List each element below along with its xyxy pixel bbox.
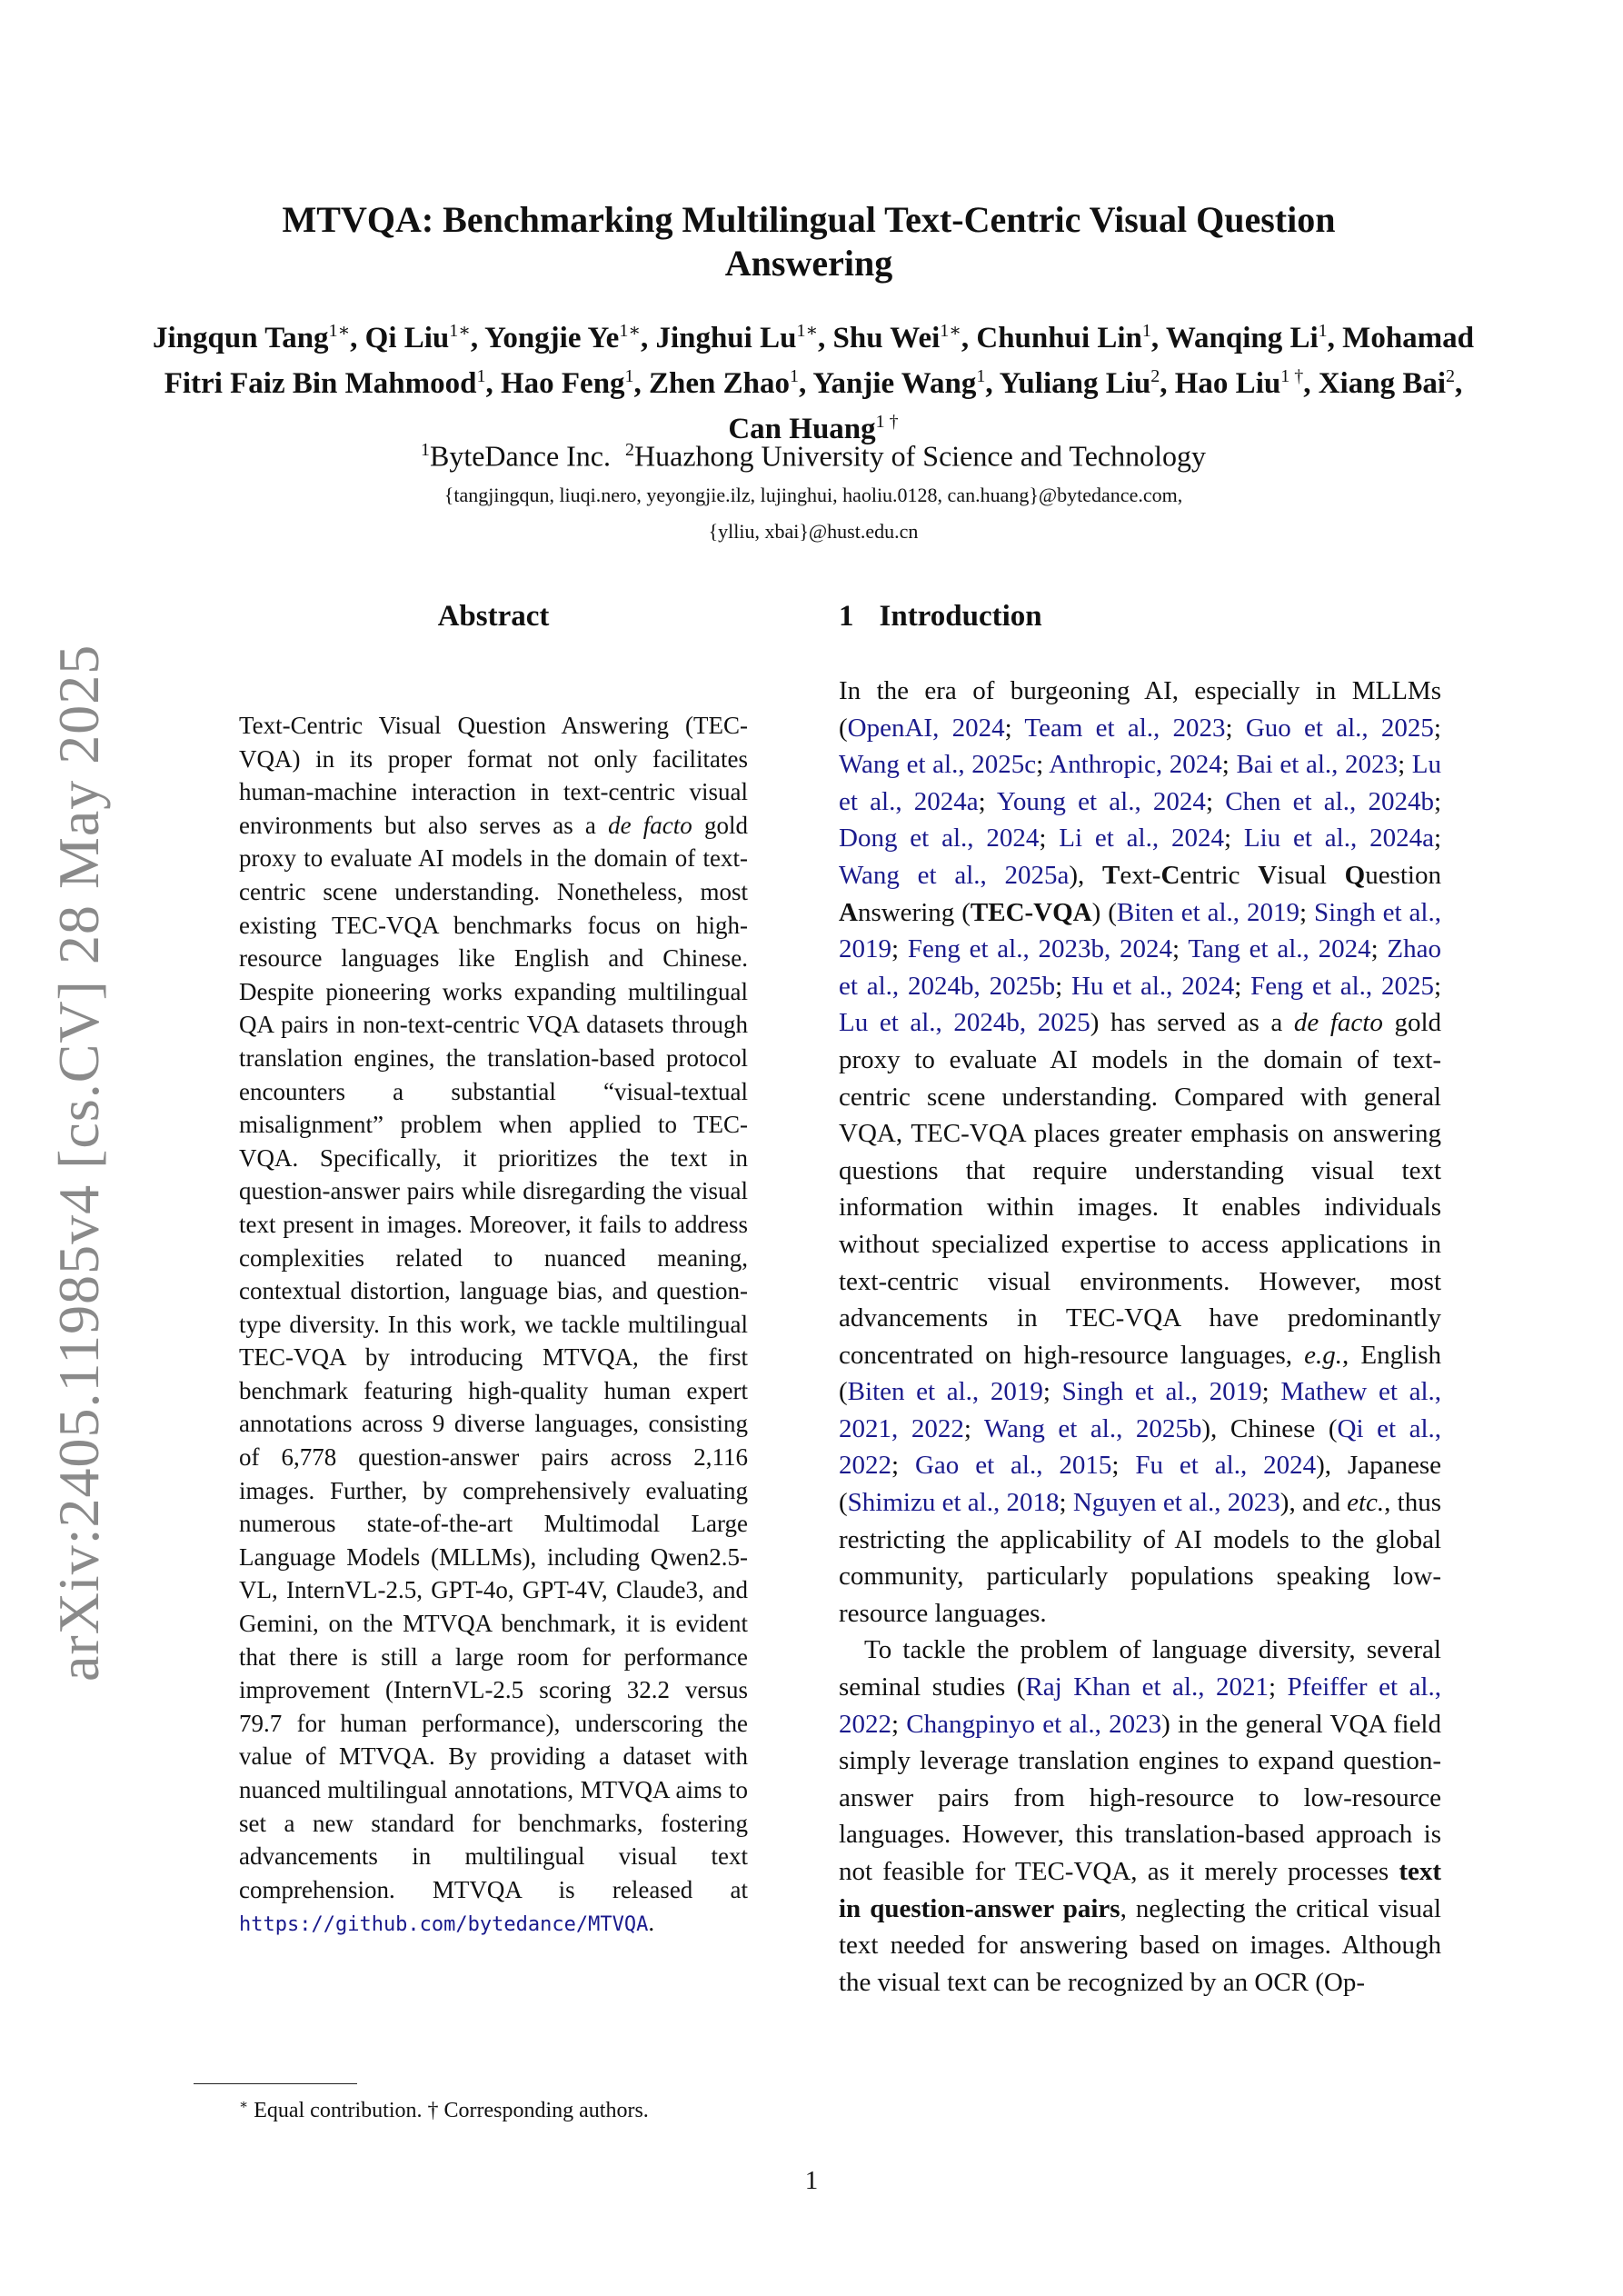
affiliation-name: Huazhong University of Science and Technology xyxy=(634,439,1206,473)
section-number: 1 xyxy=(839,600,854,633)
author-affiliation-mark: 1 † xyxy=(1280,366,1304,386)
author-list: Jingqun Tang$^{1∗}$, Qi Liu$^{1∗}$, Yongjie $Ye^{1∗}$, Jinghui $Lu^{1∗}$, Shu Wei$^{1∗}$, Chunhui Lin$^1$, Wanqing Li$^1$, Mohamad Fitri Faiz Bin Mahmood$^1$, Hao Feng$^1$, Zhen Zhao$^1$, Yanjie Wang$^1$, Yuliang Liu$^2$, Hao Liu$^{1 \dagger}$, Xiang Bai$^2$, Can Huang$^{1 \dagger}$ xyxy=(152,321,1475,445)
abstract-end: . xyxy=(648,1909,655,1937)
citation-link[interactable]: Biten et al., 2019 xyxy=(1116,897,1299,927)
author-name: Wanqing Li xyxy=(1165,322,1319,354)
affiliation-mark: 2 xyxy=(625,440,634,460)
italic-text: de facto xyxy=(1293,1008,1383,1038)
citation-link[interactable]: Pfeiffer et al., 2022 xyxy=(839,1672,1441,1739)
citation-link[interactable]: Zhao et al., 2024b, 2025b xyxy=(839,934,1441,1001)
citation-link[interactable]: Biten et al., 2019 xyxy=(847,1377,1043,1407)
citation-link[interactable]: Feng et al., 2025 xyxy=(1250,971,1434,1001)
citation-link[interactable]: Feng et al., 2023b, 2024 xyxy=(907,934,1173,964)
citation-link[interactable]: Young et al., 2024 xyxy=(996,786,1206,816)
bold-text: V xyxy=(1258,860,1278,890)
author-name: Shu Wei xyxy=(832,322,941,354)
arxiv-identifier-stamp: arXiv:2405.11985v4 [cs.CV] 28 May 2025 xyxy=(46,644,111,1682)
abstract-text-part-1: Text-Centric Visual Question Answering (TEC-VQA) in its proper format not only facilitates human-machine interaction in text-centric visual environments but also serves as a xyxy=(239,712,748,839)
author-affiliation-mark: 2 xyxy=(1150,366,1160,386)
author-name: Chunhui Lin xyxy=(976,322,1142,354)
citation-link[interactable]: Team et al., 2023 xyxy=(1024,713,1226,743)
intro-paragraph-2: To tackle the problem of language diversity, several seminal studies (Raj Khan et al., 2021; Pfeiffer et al., 2022; Changpinyo et al., 2023) in the general VQA field simply leverage translation engines to expand question-answer pairs from high-resource to low-resource languages. However, this translation-based approach is not feasible for TEC-VQA, as it merely processes text in question-answer pairs, neglecting the critical visual text needed for answering based on images. Although the visual text can be recognized by an OCR (Op- xyxy=(839,1635,1441,1997)
author-name: Can Huang xyxy=(728,413,876,445)
author-name: Xiang Bai xyxy=(1318,367,1447,400)
author-name: Qi Liu xyxy=(364,322,450,354)
citation-link[interactable]: OpenAI, 2024 xyxy=(847,713,1005,743)
section-title: Introduction xyxy=(879,600,1042,633)
author-name: Yongjie Ye xyxy=(484,322,620,354)
author-name: Yanjie Wang xyxy=(812,367,977,400)
citation-link[interactable]: Raj Khan et al., 2021 xyxy=(1025,1672,1269,1702)
section-heading-introduction xyxy=(839,600,1042,634)
author-affiliation-mark: 1∗ xyxy=(940,321,961,341)
author-affiliation-mark: 1 xyxy=(624,366,634,386)
page-number: 1 xyxy=(804,2166,819,2195)
citation-link[interactable]: Liu et al., 2024a xyxy=(1243,824,1434,854)
author-affiliation-mark: 1 xyxy=(976,366,986,386)
citation-link[interactable]: Shimizu et al., 2018 xyxy=(847,1488,1060,1518)
bold-text: TEC-VQA xyxy=(970,897,1092,927)
email-line-hust: {ylliu, xbai}@hust.edu.cn xyxy=(708,520,919,543)
introduction-body xyxy=(839,673,1441,2001)
author-affiliation-mark: 1∗ xyxy=(619,321,641,341)
author-affiliation-mark: 1 xyxy=(1141,321,1151,341)
author-affiliation-mark: 1 † xyxy=(875,412,899,432)
citation-link[interactable]: Li et al., 2024 xyxy=(1059,824,1224,854)
intro-paragraph-1: In the era of burgeoning AI, especially in MLLMs (OpenAI, 2024; Team et al., 2023; Guo et al., 2025; Wang et al., 2025c; Anthropic, 2024; Bai et al., 2023; Lu et al., 2024a; Young et al., 2024; Chen et al., 2024b; Dong et al., 2024; Li et al., 2024; Liu et al., 2024a; Wang et al., 2025a), Text-Centric Visual Question Answering (TEC-VQA) (Biten et al., 2019; Singh et al., 2019; Feng et al., 2023b, 2024; Tang et al., 2024; Zhao et al., 2024b, 2025b; Hu et al., 2024; Feng et al., 2025; Lu et al., 2024b, 2025) has served as a de facto gold proxy to evaluate AI models in the domain of text-centric scene understanding. Compared with general VQA, TEC-VQA places greater emphasis on answering questions that require understanding visual text information within images. It enables individuals without specialized expertise to access applications in text-centric visual environments. However, most advancements in TEC-VQA have predominantly concentrated on high-resource languages, e.g., English (Biten et al., 2019; Singh et al., 2019; Mathew et al., 2021, 2022; Wang et al., 2025b), Chinese (Qi et al., 2022; Gao et al., 2015; Fu et al., 2024), Japanese (Shimizu et al., 2018; Nguyen et al., 2023), and etc., thus restricting the applicability of AI models to the global community, particularly populations speaking low-resource languages. xyxy=(839,676,1442,1628)
author-name: Hao Liu xyxy=(1174,367,1281,400)
author-name: Hao Feng xyxy=(500,367,625,400)
abstract-text-part-2: gold proxy to evaluate AI models in the domain of text-centric scene understanding. Nonetheless, most existing TEC-VQA benchmarks focus on high-resource languages like English and Chinese. Despite pioneering works expanding multilingual QA pairs in non-text-centric VQA datasets through translation engines, the translation-based protocol encounters a substantial “visual-textual misalignment” problem when applied to TEC-VQA. Specifically, it prioritizes the text in question-answer pairs while disregarding the visual text present in images. Moreover, it fails to address complexities related to nuanced meaning, contextual distortion, language bias, and question-type diversity. In this work, we tackle multilingual TEC-VQA by introducing MTVQA, the first benchmark featuring high-quality human expert annotations across 9 diverse languages, consisting of 6,778 question-answer pairs across 2,116 images. Further, by comprehensively evaluating numerous state-of-the-art Multimodal Large Language Models (MLLMs), including Qwen2.5-VL, InternVL-2.5, GPT-4o, GPT-4V, Claude3, and Gemini, on the MTVQA benchmark, it is evident that there is still a large room for performance improvement (InternVL-2.5 scoring 32.2 versus 79.7 for human performance), underscoring the value of MTVQA. By providing a dataset with nuanced multilingual annotations, MTVQA aims to set a new standard for benchmarks, fostering advancements in multilingual visual text comprehension. MTVQA is released at xyxy=(239,811,748,1903)
author-affiliation-mark: 1 xyxy=(476,366,486,386)
citation-link[interactable]: Mathew et al., 2021, 2022 xyxy=(839,1377,1442,1443)
github-link[interactable]: https://github.com/bytedance/MTVQA xyxy=(239,1913,649,1937)
abstract-body xyxy=(239,709,748,1942)
citation-link[interactable]: Chen et al., 2024b xyxy=(1225,786,1434,816)
citation-link[interactable]: Dong et al., 2024 xyxy=(839,824,1040,854)
author-affiliation-mark: 1∗ xyxy=(796,321,819,341)
footnote-divider xyxy=(194,2083,357,2084)
author-name: Mohamad Fitri Faiz Bin Mahmood xyxy=(164,322,1475,400)
citation-link[interactable]: Lu et al., 2024b, 2025 xyxy=(839,1008,1090,1038)
citation-link[interactable]: Anthropic, 2024 xyxy=(1049,750,1222,780)
citation-link[interactable]: Lu et al., 2024a xyxy=(839,750,1441,816)
author-name: Yuliang Liu xyxy=(999,367,1151,400)
citation-link[interactable]: Nguyen et al., 2023 xyxy=(1072,1488,1280,1518)
citation-link[interactable]: Hu et al., 2024 xyxy=(1070,971,1235,1001)
bold-text: T xyxy=(1102,860,1120,890)
citation-link[interactable]: Wang et al., 2025c xyxy=(839,750,1037,780)
italic-text: e.g. xyxy=(1304,1340,1343,1370)
bold-text: text in question-answer pairs xyxy=(839,1857,1441,1923)
bold-text: A xyxy=(839,897,858,927)
citation-link[interactable]: Tang et al., 2024 xyxy=(1188,934,1371,964)
paper-title: MTVQA: Benchmarking Multilingual Text-Centric Visual Question Answering xyxy=(282,199,1336,284)
italic-text: etc. xyxy=(1347,1488,1385,1518)
author-name: Jinghui Lu xyxy=(655,322,797,354)
author-affiliation-mark: 1∗ xyxy=(328,321,351,341)
citation-link[interactable]: Qi et al., 2022 xyxy=(839,1413,1441,1481)
footnote-mark: ∗ xyxy=(239,2098,249,2112)
affiliation-name: ByteDance Inc. xyxy=(429,439,611,473)
citation-link[interactable]: Wang et al., 2025a xyxy=(839,860,1070,890)
email-line-bytedance: {tangjingqun, liuqi.nero, yeyongjie.ilz, lujinghui, haoliu.0128, can.huang}@bytedance.com, xyxy=(443,484,1183,506)
abstract-emphasis: de facto xyxy=(608,811,692,839)
citation-link[interactable]: Bai et al., 2023 xyxy=(1236,750,1399,780)
citation-link[interactable]: Singh et al., 2019 xyxy=(1061,1377,1262,1407)
citation-link[interactable]: Fu et al., 2024 xyxy=(1135,1451,1317,1481)
author-affiliation-mark: 2 xyxy=(1446,366,1456,386)
footnote xyxy=(239,2091,748,2125)
bold-text: Q xyxy=(1344,860,1366,890)
citation-link[interactable]: Gao et al., 2015 xyxy=(914,1451,1112,1481)
citation-link[interactable]: Changpinyo et al., 2023 xyxy=(906,1709,1162,1739)
citation-link[interactable]: Guo et al., 2025 xyxy=(1245,713,1434,743)
author-emails xyxy=(136,477,1490,550)
bold-text: C xyxy=(1160,860,1180,890)
author-affiliation-mark: 1 xyxy=(790,366,800,386)
author-name: Zhen Zhao xyxy=(649,367,791,400)
citation-link[interactable]: Wang et al., 2025b xyxy=(983,1413,1202,1443)
footnote-text: Equal contribution. † Corresponding authors. xyxy=(248,2099,649,2122)
affiliations xyxy=(136,432,1490,474)
author-affiliation-mark: 1∗ xyxy=(449,321,471,341)
citation-link[interactable]: Singh et al., 2019 xyxy=(839,897,1441,964)
author-name: Jingqun Tang xyxy=(152,322,329,354)
abstract-heading: Abstract xyxy=(437,600,550,633)
affiliation-mark: 1 xyxy=(420,440,430,460)
author-affiliation-mark: 1 xyxy=(1318,321,1328,341)
